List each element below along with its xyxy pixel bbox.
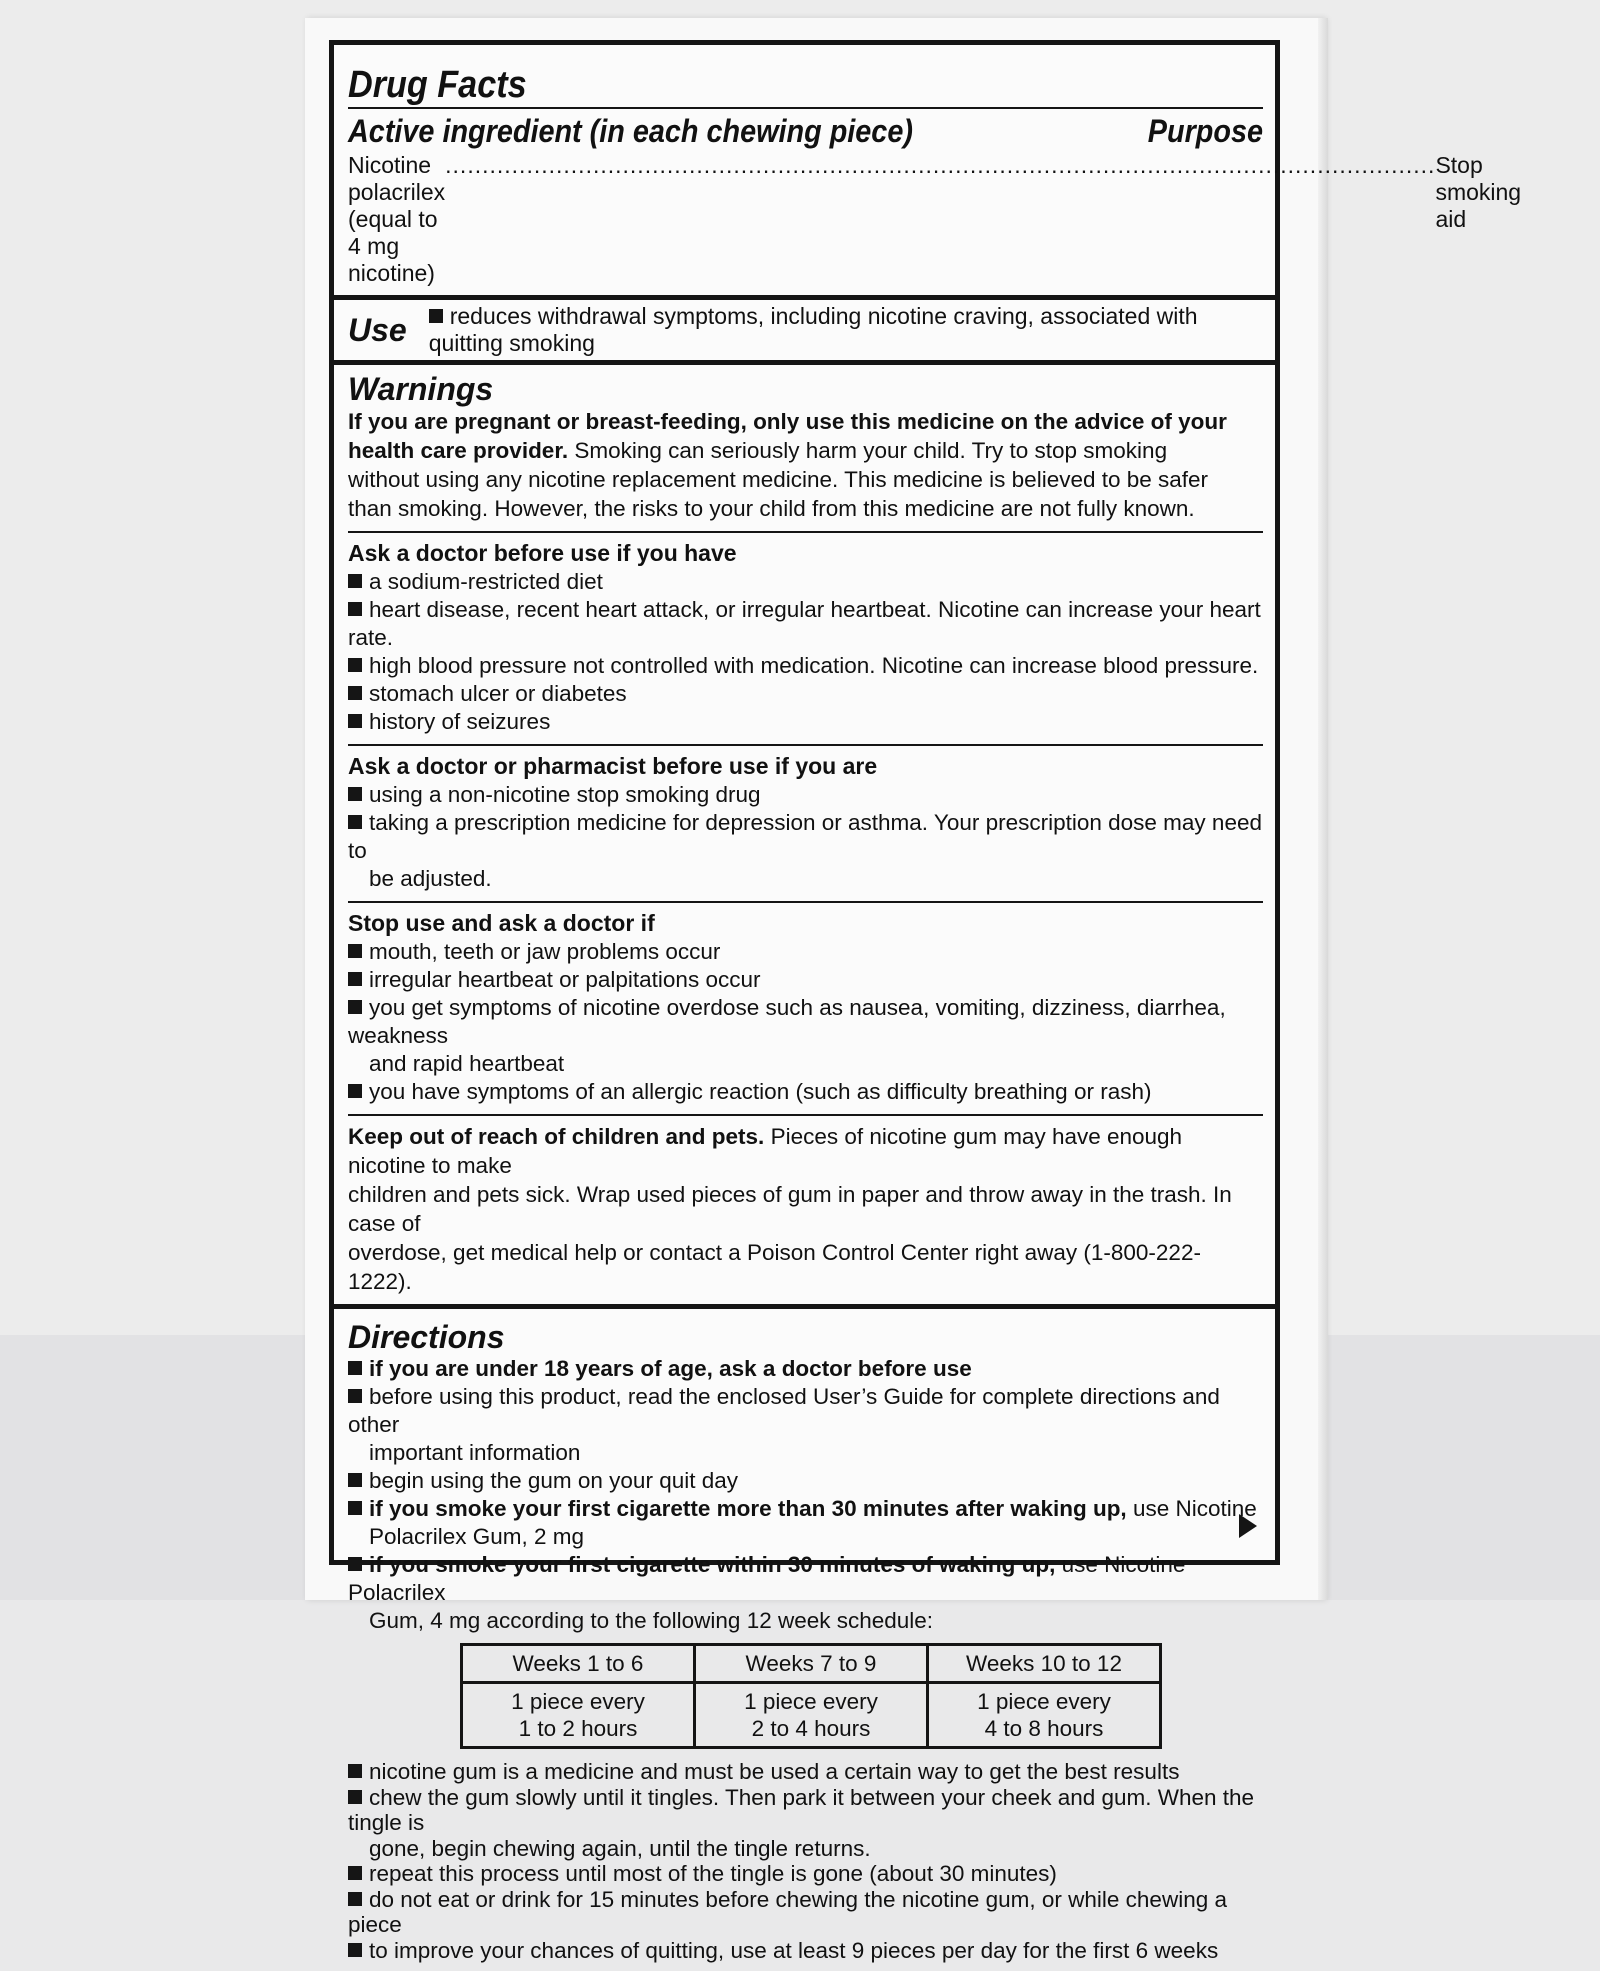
bullet-icon — [348, 602, 362, 616]
bullet-icon — [348, 1790, 362, 1804]
list-item: high blood pressure not controlled with medication. Nicotine can increase blood pressure. — [348, 652, 1263, 680]
ingredient-leader-dots: ...................................................................................................................................... — [445, 152, 1436, 178]
list-item: if you smoke your first cigarette more than 30 minutes after waking up, use Nicotine — [348, 1495, 1263, 1523]
use-heading: Use — [348, 311, 407, 348]
table-header-cell: Weeks 1 to 6 — [462, 1645, 695, 1683]
list-item: nicotine gum is a medicine and must be used a certain way to get the best results — [348, 1759, 1263, 1785]
bullet-icon — [348, 1892, 362, 1906]
list-item: you get symptoms of nicotine overdose such as nausea, vomiting, dizziness, diarrhea, weakness — [348, 995, 1226, 1048]
list-item: if you are under 18 years of age, ask a doctor before use — [348, 1355, 1263, 1383]
table-header-row — [462, 1645, 1161, 1683]
directions-heading: Directions — [348, 1319, 505, 1355]
divider — [348, 107, 1263, 109]
list-item-continuation: and rapid heartbeat — [369, 1051, 565, 1076]
keep-out-line: Keep out of reach of children and pets. Pieces of nicotine gum may have enough nicotine to make — [348, 1124, 1183, 1178]
list-item: to improve your chances of quitting, use at least 9 pieces per day for the first 6 weeks — [348, 1938, 1263, 1964]
bullet-icon — [348, 1361, 362, 1375]
bullet-icon — [348, 1389, 362, 1403]
ingredient-purpose: Stop smoking aid — [1435, 152, 1522, 232]
drug-facts-panel — [329, 40, 1522, 1963]
list-item: repeat this process until most of the tingle is gone (about 30 minutes) — [348, 1861, 1263, 1887]
list-item: irregular heartbeat or palpitations occur — [348, 966, 1263, 994]
bullet-icon — [429, 309, 443, 323]
bullet-icon — [348, 787, 362, 801]
list-item: a sodium-restricted diet — [348, 568, 1263, 596]
ask-doctor-heading: Ask a doctor before use if you have — [348, 540, 737, 566]
table-header-cell: Weeks 10 to 12 — [928, 1645, 1161, 1683]
list-item-continuation: Gum, 4 mg according to the following 12 week schedule: — [369, 1608, 934, 1633]
keep-out-line: overdose, get medical help or contact a Poison Control Center right away (1-800-222-1222). — [348, 1240, 1201, 1294]
bullet-icon — [348, 1501, 362, 1515]
active-ingredient-heading: Active ingredient (in each chewing piece) — [348, 113, 913, 149]
stop-use-heading: Stop use and ask a doctor if — [348, 910, 655, 936]
active-ingredient-header — [348, 113, 1263, 150]
ask-pharmacist-heading: Ask a doctor or pharmacist before use if you are — [348, 753, 878, 779]
purpose-heading: Purpose — [1147, 113, 1263, 149]
ask-pharmacist-section — [348, 746, 1263, 901]
bullet-icon — [348, 1473, 362, 1487]
table-cell: 1 piece every 4 to 8 hours — [928, 1683, 1161, 1748]
ingredient-row — [348, 152, 1522, 287]
bullet-icon — [348, 658, 362, 672]
list-item: mouth, teeth or jaw problems occur — [348, 938, 1263, 966]
list-item-continuation: important information — [369, 1440, 581, 1465]
list-item: do not eat or drink for 15 minutes before chewing the nicotine gum, or while chewing a piece — [348, 1886, 1227, 1937]
keep-out-section — [348, 1116, 1263, 1304]
dosage-schedule-table — [460, 1643, 1162, 1749]
list-item: taking a prescription medicine for depression or asthma. Your prescription dose may need to — [348, 810, 1262, 863]
list-item-continuation: Polacrilex Gum, 2 mg — [369, 1524, 585, 1549]
warnings-section — [348, 365, 1263, 531]
bullet-icon — [348, 1000, 362, 1014]
list-item-continuation: be adjusted. — [369, 866, 492, 891]
drug-facts-title: Drug Facts — [348, 64, 527, 106]
list-item-continuation: gone, begin chewing again, until the tingle returns. — [369, 1835, 871, 1861]
keep-out-line: children and pets sick. Wrap used pieces of gum in paper and throw away in the trash. In case of — [348, 1182, 1232, 1236]
bullet-icon — [348, 1866, 362, 1880]
bullet-icon — [348, 686, 362, 700]
table-cell: 1 piece every 1 to 2 hours — [462, 1683, 695, 1748]
bullet-icon — [348, 714, 362, 728]
list-item: chew the gum slowly until it tingles. Then park it between your cheek and gum. When the tingle is — [348, 1784, 1255, 1835]
list-item: history of seizures — [348, 708, 1263, 736]
bullet-icon — [348, 1557, 362, 1571]
bullet-icon — [348, 972, 362, 986]
bullet-icon — [348, 944, 362, 958]
bullet-icon — [348, 1764, 362, 1778]
ingredient-name: Nicotine polacrilex (equal to 4 mg nicotine) — [348, 152, 446, 286]
list-item: begin using the gum on your quit day — [348, 1467, 1263, 1495]
list-item: stomach ulcer or diabetes — [348, 680, 1263, 708]
warnings-heading: Warnings — [348, 371, 494, 407]
bullet-icon — [348, 1084, 362, 1098]
continue-arrow-icon — [1239, 1514, 1257, 1538]
list-item: you have symptoms of an allergic reaction (such as difficulty breathing or rash) — [348, 1078, 1263, 1106]
list-item: using a non-nicotine stop smoking drug — [348, 781, 1263, 809]
pregnancy-warning: If you are pregnant or breast-feeding, only use this medicine on the advice of your health care provider. Smoking can seriously harm your child. Try to stop smoking without using any nicotine replacement medicine. This medicine is believed to be safer than smoking. However, the risks to your child from this medicine are not fully known. — [348, 409, 1227, 521]
bullet-icon — [348, 1943, 362, 1957]
table-header-cell: Weeks 7 to 9 — [695, 1645, 928, 1683]
bullet-icon — [348, 815, 362, 829]
list-item: if you smoke your first cigarette within 30 minutes of waking up, use Nicotine Polacrilex — [348, 1552, 1186, 1605]
table-row — [462, 1683, 1161, 1748]
stop-use-section — [348, 903, 1263, 1114]
directions-section — [348, 1309, 1263, 1971]
list-item: heart disease, recent heart attack, or irregular heartbeat. Nicotine can increase your heart rate. — [348, 597, 1261, 650]
ask-doctor-section — [348, 533, 1263, 744]
use-text: reduces withdrawal symptoms, including nicotine craving, associated with quitting smoking — [428, 303, 1198, 356]
table-cell: 1 piece every 2 to 4 hours — [695, 1683, 928, 1748]
use-section — [348, 300, 1263, 360]
package-side-edge — [1318, 18, 1328, 1600]
bullet-icon — [348, 574, 362, 588]
list-item: before using this product, read the enclosed User’s Guide for complete directions and other — [348, 1384, 1220, 1437]
